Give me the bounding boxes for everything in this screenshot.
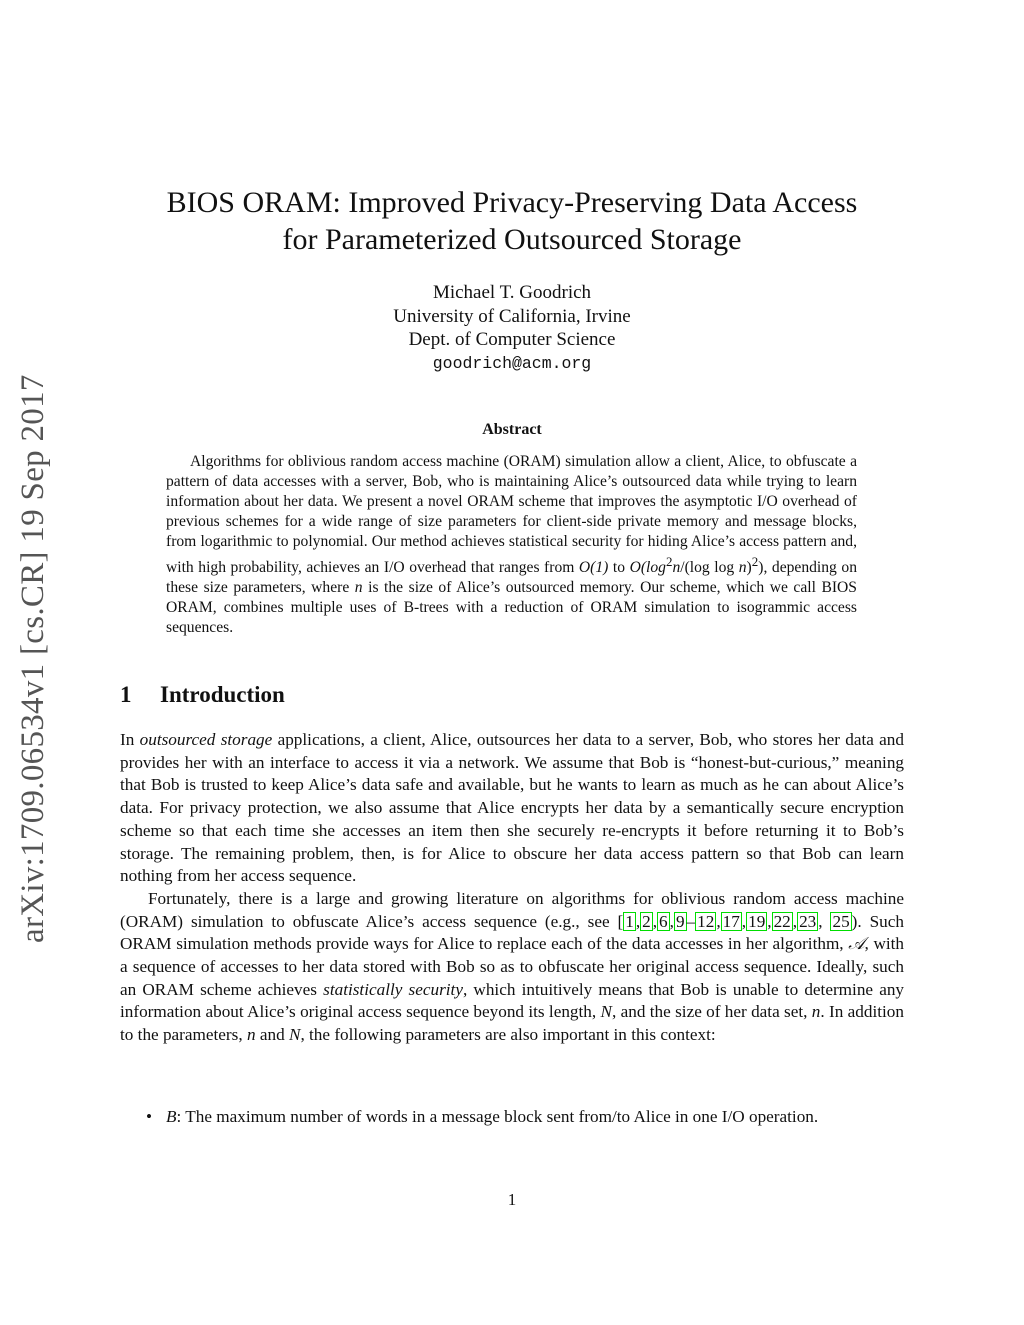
intro-text: and [255,1025,289,1045]
math-superscript: 2 [751,554,759,569]
section-title: Introduction [160,682,285,707]
intro-text: . In addition to the parameters, [120,1002,904,1045]
intro-emphasis: statistically security [323,979,463,999]
intro-text: ). Such ORAM simulation methods provide ways for Alice to replace each of the data accesses in her algorithm, [120,911,904,954]
introduction-body [120,729,904,1047]
abstract-body [166,452,857,638]
math-over-loglog: /(log log [680,559,739,577]
intro-paragraph-1 [120,729,904,888]
citation-separator: , [741,911,747,931]
intro-text: , with a sequence of accesses to her data stored with Bob so as to obfuscate her original access sequence. Ideally, such an ORAM scheme achieves [120,934,904,999]
citation-separator: , [792,911,798,931]
math-n: n [811,1002,821,1022]
citation-link[interactable]: 12 [697,911,715,931]
math-algorithm-a: 𝒜 [848,934,865,954]
citation-link[interactable]: 25 [832,911,850,931]
citation-link[interactable]: 22 [773,911,791,931]
citation-separator: , [635,911,641,931]
list-item-colon: : [176,1107,182,1126]
math-superscript: 2 [665,554,673,569]
section-heading [120,682,285,708]
abstract-heading: Abstract [482,421,542,438]
abstract-text-4: is the size of Alice’s outsourced memory. Our scheme, which we call BIOS ORAM, combines multiple uses of B-trees with a reduction of ORAM simulation to isogrammic access sequences. [166,579,857,637]
abstract-text-1: Algorithms for oblivious random access machine (ORAM) simulation allow a client, Alice, to obfuscate a pattern of data accesses with a server, Bob, who is maintaining Alice’s outsourced data while trying to learn information about her data. We present a novel ORAM scheme that improves the asymptotic I/O overhead of previous schemes for a wide range of size parameters for client-side private memory and message blocks, from logarithmic to polynomial. Our method achieves statistical security for hiding Alice’s access pattern and, with high probability, achieves an I/O overhead that ranges from [166,453,857,577]
citation-link[interactable]: 1 [625,911,634,931]
citation-open-bracket: [ [617,911,624,931]
math-n: n [672,559,681,577]
intro-text: , and the size of her data set, [611,1002,812,1022]
math-o1: O(1) [578,559,609,577]
title-line-2: for Parameterized Outsourced Storage [282,223,742,256]
math-N: N [288,1025,301,1045]
math-N: N [600,1002,612,1022]
page-number: 1 [507,1190,517,1209]
math-n: n [246,1025,256,1045]
paper-title [120,184,904,258]
citation-separator: , [716,911,721,931]
citation-separator: , [818,911,823,931]
citation-separator: , [669,911,674,931]
citation-link[interactable]: 23 [799,911,817,931]
citation-link[interactable]: 6 [659,911,668,931]
abstract-text-3: , depending on these size parameters, where [166,559,857,597]
intro-emphasis: outsourced storage [139,730,273,749]
citation-link[interactable]: 2 [642,911,651,931]
math-n: n [354,579,363,597]
section-number: 1 [120,682,132,707]
author-affiliation: University of California, Irvine [393,305,631,327]
intro-text: applications, a client, Alice, outsources her data to a server, Bob, who stores her data and provides her with an interface to access it via a network. We assume that Bob is “honest-but-curious,” meaning that Bob is trusted to keep Alice’s data safe and available, but he wants to learn as much as he can about Alice’s data. For privacy protection, we also assume that Alice encrypts her data by a semantically secure encryption scheme so that each time she accesses an item then she securely re-encrypts it before returning it to Bob’s storage. The remaining problem, then, is for Alice to obscure her data access pattern so that Bob can learn nothing from her access sequence. [120,730,904,886]
math-close-paren: ) [746,559,752,577]
math-n: n [738,559,747,577]
citation-link[interactable]: 9 [675,911,685,931]
list-item-text: The maximum number of words in a message block sent from/to Alice in one I/O operation. [181,1107,819,1126]
intro-text: , the following parameters are also important in this context: [300,1025,716,1045]
author-name: Michael T. Goodrich [432,282,592,303]
intro-text: , which intuitively means that Bob is unable to determine any information about Alice’s original access sequence beyond its length, [120,979,905,1022]
author-block [120,281,904,375]
title-line-1: BIOS ORAM: Improved Privacy-Preserving Data Access [166,186,858,219]
author-department: Dept. of Computer Science [408,329,616,350]
arxiv-identifier: arXiv:1709.06534v1 [cs.CR] 19 Sep 2017 [15,374,51,943]
intro-paragraph-2 [120,888,904,1047]
author-email[interactable]: goodrich@acm.org [432,353,592,373]
abstract-text-2: to [608,559,630,577]
citation-separator: , [652,911,658,931]
math-B: B [166,1107,177,1126]
citation-range-dash: – [686,911,696,931]
bullet-icon: • [146,1107,153,1126]
citation-separator: , [767,911,772,931]
citation-link[interactable]: 17 [722,911,740,931]
intro-text: In [120,730,140,749]
list-item [120,1106,904,1129]
math-big-o-open: O(log [629,559,666,577]
math-end-paren: ) [758,559,764,577]
parameter-list [120,1106,904,1129]
abstract-paragraph [166,452,857,638]
intro-text: Fortunately, there is a large and growing literature on algorithms for oblivious random access machine (ORAM) simulation to obfuscate Alice’s access sequence (e.g., see [120,888,904,931]
citation-link[interactable]: 19 [748,911,766,931]
